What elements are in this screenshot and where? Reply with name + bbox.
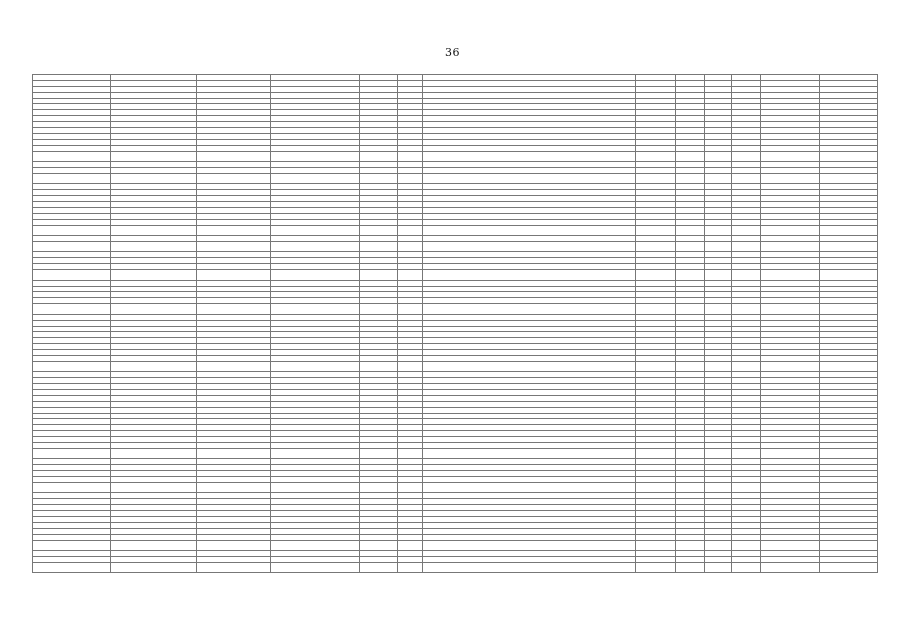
table-cell [196, 562, 270, 573]
table-cell [398, 241, 423, 252]
table-cell [732, 562, 761, 573]
table-cell [270, 562, 360, 573]
table-cell [705, 241, 732, 252]
table-row [33, 270, 878, 281]
table-row [33, 225, 878, 236]
table-cell [360, 173, 398, 184]
table-cell [422, 540, 635, 551]
table-row [33, 173, 878, 184]
table-cell [732, 173, 761, 184]
table-cell [33, 225, 111, 236]
table-cell [761, 173, 819, 184]
table-cell [422, 482, 635, 493]
table-cell [819, 304, 877, 315]
table-cell [360, 151, 398, 162]
table-cell [398, 304, 423, 315]
table-cell [422, 173, 635, 184]
table-cell [270, 151, 360, 162]
table-cell [761, 482, 819, 493]
table-cell [676, 482, 705, 493]
table-cell [635, 173, 675, 184]
table-cell [33, 540, 111, 551]
table-cell [360, 241, 398, 252]
table-cell [635, 448, 675, 459]
table-cell [33, 151, 111, 162]
table-cell [705, 540, 732, 551]
table-cell [705, 304, 732, 315]
table-cell [819, 482, 877, 493]
table-cell [761, 304, 819, 315]
table-cell [398, 361, 423, 372]
table-cell [819, 361, 877, 372]
table-cell [270, 173, 360, 184]
table-cell [732, 241, 761, 252]
table-cell [819, 448, 877, 459]
table-cell [761, 241, 819, 252]
table-cell [33, 304, 111, 315]
table-cell [111, 361, 196, 372]
table-cell [705, 482, 732, 493]
data-table [32, 74, 878, 573]
table-cell [422, 151, 635, 162]
table-cell [196, 270, 270, 281]
table-row [33, 448, 878, 459]
table-cell [270, 304, 360, 315]
table-cell [635, 151, 675, 162]
table-row [33, 482, 878, 493]
table-cell [398, 540, 423, 551]
table-cell [422, 304, 635, 315]
table-cell [676, 270, 705, 281]
table-cell [196, 540, 270, 551]
table-cell [270, 361, 360, 372]
table-cell [111, 270, 196, 281]
table-cell [761, 151, 819, 162]
table-cell [732, 540, 761, 551]
table-cell [635, 482, 675, 493]
table-cell [398, 448, 423, 459]
table-cell [705, 270, 732, 281]
table-cell [360, 448, 398, 459]
table-row [33, 304, 878, 315]
table-cell [398, 270, 423, 281]
table-cell [360, 270, 398, 281]
table-cell [111, 482, 196, 493]
table-cell [705, 151, 732, 162]
table-cell [819, 225, 877, 236]
table-cell [676, 361, 705, 372]
table-cell [398, 151, 423, 162]
table-cell [196, 304, 270, 315]
table-cell [819, 270, 877, 281]
table-cell [635, 225, 675, 236]
table-container [32, 74, 878, 573]
table-cell [676, 225, 705, 236]
table-cell [732, 482, 761, 493]
table-cell [422, 270, 635, 281]
table-cell [635, 540, 675, 551]
table-cell [761, 540, 819, 551]
table-row [33, 562, 878, 573]
table-cell [761, 562, 819, 573]
table-cell [761, 448, 819, 459]
table-cell [676, 241, 705, 252]
table-cell [270, 540, 360, 551]
table-row [33, 151, 878, 162]
table-cell [196, 151, 270, 162]
table-cell [111, 225, 196, 236]
table-cell [422, 361, 635, 372]
table-cell [398, 482, 423, 493]
table-cell [819, 540, 877, 551]
table-cell [761, 361, 819, 372]
table-cell [676, 540, 705, 551]
table-cell [422, 562, 635, 573]
table-cell [111, 304, 196, 315]
table-cell [270, 270, 360, 281]
table-cell [732, 448, 761, 459]
table-cell [360, 562, 398, 573]
table-cell [196, 482, 270, 493]
table-cell [761, 225, 819, 236]
table-cell [676, 304, 705, 315]
table-cell [111, 241, 196, 252]
table-cell [270, 482, 360, 493]
table-cell [33, 482, 111, 493]
table-cell [676, 151, 705, 162]
table-cell [819, 241, 877, 252]
table-cell [732, 304, 761, 315]
table-cell [422, 241, 635, 252]
table-cell [196, 225, 270, 236]
table-cell [196, 361, 270, 372]
table-cell [635, 361, 675, 372]
table-cell [705, 448, 732, 459]
table-cell [270, 448, 360, 459]
table-row [33, 241, 878, 252]
table-cell [196, 173, 270, 184]
table-cell [705, 173, 732, 184]
table-cell [360, 540, 398, 551]
table-cell [705, 225, 732, 236]
table-cell [732, 225, 761, 236]
table-cell [33, 361, 111, 372]
table-cell [819, 562, 877, 573]
table-cell [111, 151, 196, 162]
table-cell [761, 270, 819, 281]
table-cell [33, 270, 111, 281]
table-cell [398, 562, 423, 573]
table-cell [111, 173, 196, 184]
table-cell [33, 562, 111, 573]
table-cell [360, 361, 398, 372]
table-cell [819, 151, 877, 162]
table-cell [705, 562, 732, 573]
table-cell [732, 361, 761, 372]
table-cell [705, 361, 732, 372]
table-row [33, 361, 878, 372]
table-cell [360, 225, 398, 236]
table-cell [422, 225, 635, 236]
table-cell [111, 448, 196, 459]
table-cell [635, 562, 675, 573]
table-cell [33, 173, 111, 184]
table-cell [676, 173, 705, 184]
table-cell [819, 173, 877, 184]
table-cell [635, 241, 675, 252]
table-cell [732, 270, 761, 281]
table-cell [732, 151, 761, 162]
table-cell [196, 241, 270, 252]
table-cell [635, 270, 675, 281]
table-cell [676, 562, 705, 573]
table-cell [33, 448, 111, 459]
table-cell [676, 448, 705, 459]
table-cell [422, 448, 635, 459]
table-body [33, 75, 878, 573]
table-cell [270, 241, 360, 252]
table-cell [270, 225, 360, 236]
table-cell [33, 241, 111, 252]
table-cell [635, 304, 675, 315]
page-number: 36 [445, 46, 460, 59]
table-row [33, 540, 878, 551]
table-cell [398, 225, 423, 236]
table-cell [360, 304, 398, 315]
table-cell [111, 562, 196, 573]
table-cell [360, 482, 398, 493]
table-cell [398, 173, 423, 184]
table-cell [196, 448, 270, 459]
table-cell [111, 540, 196, 551]
